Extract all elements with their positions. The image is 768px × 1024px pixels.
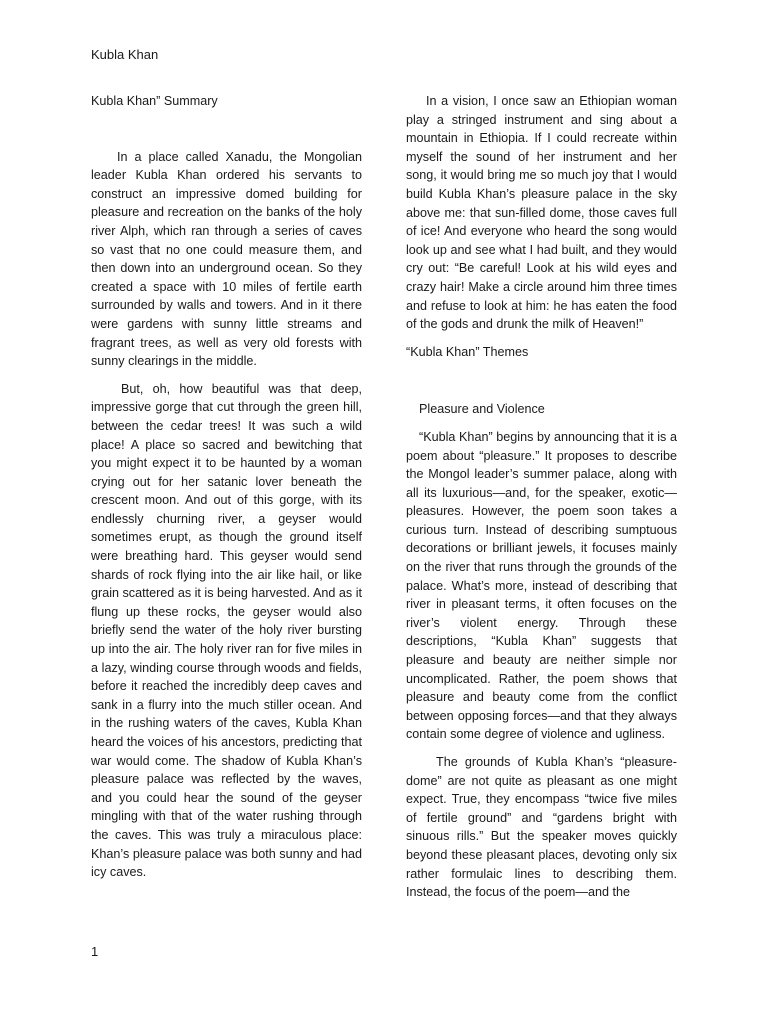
- right-column: [406, 92, 677, 902]
- document-header-title: Kubla Khan: [91, 47, 159, 62]
- pleasure-violence-subheading: Pleasure and Violence: [419, 402, 545, 417]
- summary-heading: Kubla Khan” Summary: [91, 94, 218, 108]
- vision-paragraph: In a vision, I once saw an Ethiopian woman play a stringed instrument and sing about a mountain in Ethiopia. If I could recreate within myself the sound of her instrument and her song, it would bring me so much joy that I would build Kubla Khan’s pleasure palace in the sky above me: that sun-filled dome, those caves full of ice! And everyone who heard the song would look up and see what I had built, and they would cry out: “Be careful! Look at his wild eyes and crazy hair! Make a circle around him three times and refuse to look at him: he has eaten the food of the gods and drunk the milk of Heaven!”: [406, 94, 677, 332]
- left-column: [91, 92, 362, 882]
- themes-heading: “Kubla Khan” Themes: [406, 344, 529, 359]
- summary-paragraph-1: In a place called Xanadu, the Mongolian leader Kubla Khan ordered his servants to construct an impressive domed building for pleasure and recreation on the banks of the holy river Alph, which ran through a series of caves so vast that no one could measure them, and then down into an underground ocean. So they created a space with 10 miles of fertile earth surrounded by walls and towers. And in it there were gardens with sunny little streams and fragrant trees, as well as very old forests with sunny clearings in the middle.: [91, 149, 362, 369]
- page-number: 1: [91, 944, 99, 959]
- themes-paragraph-1: “Kubla Khan” begins by announcing that it is a poem about “pleasure.” It proposes to describe the Mongol leader’s summer palace, along with all its luxurious—and, for the speaker, exotic—pleasures. However, the poem soon takes a curious turn. Instead of describing sumptuous decorations or brilliant jewels, it focuses mainly on the river that runs through the grounds of the palace. What’s more, instead of describing that river in pleasant terms, it often focuses on the river’s violent energy. Through these descriptions, “Kubla Khan” suggests that pleasure and beauty are neither simple nor uncomplicated. Rather, the poem shows that pleasure and beauty come from the conflict between opposing forces—and that they always contain some degree of violence and ugliness.: [406, 429, 677, 742]
- summary-paragraph-2: But, oh, how beautiful was that deep, impressive gorge that cut through the green hill, between the cedar trees! It was such a wild place! A place so sacred and bewitching that you might expect it to be haunted by a woman crying out for her satanic lover beneath the crescent moon. And out of this gorge, with its endlessly churning river, a geyser would sometimes erupt, as though the ground itself were breathing hard. This geyser would send shards of rock flying into the air like hail, or like grain scattered as it is being harvested. And as it flung up these rocks, the geyser would also briefly send the water of the holy river bursting up into the air. The holy river ran for five miles in a lazy, winding course through woods and fields, before it reached the incredibly deep caves and sank in a flurry into the much stiller ocean. And in the rushing waters of the caves, Kubla Khan heard the voices of his ancestors, predicting that war would come. The shadow of Kubla Khan’s pleasure palace was reflected by the waves, and you could hear the sound of the geyser mingling with that of the water rushing through the caves. This was truly a miraculous place: Khan’s pleasure palace was both sunny and had icy caves.: [91, 381, 362, 880]
- themes-paragraph-2: The grounds of Kubla Khan’s “pleasure-dome” are not quite as pleasant as one might expect. True, they encompass “twice five miles of fertile ground” and “gardens bright with sinuous rills.” But the speaker moves quickly beyond these pleasant places, devoting only six rather formulaic lines to describing them. Instead, the focus of the poem—and the: [406, 755, 677, 900]
